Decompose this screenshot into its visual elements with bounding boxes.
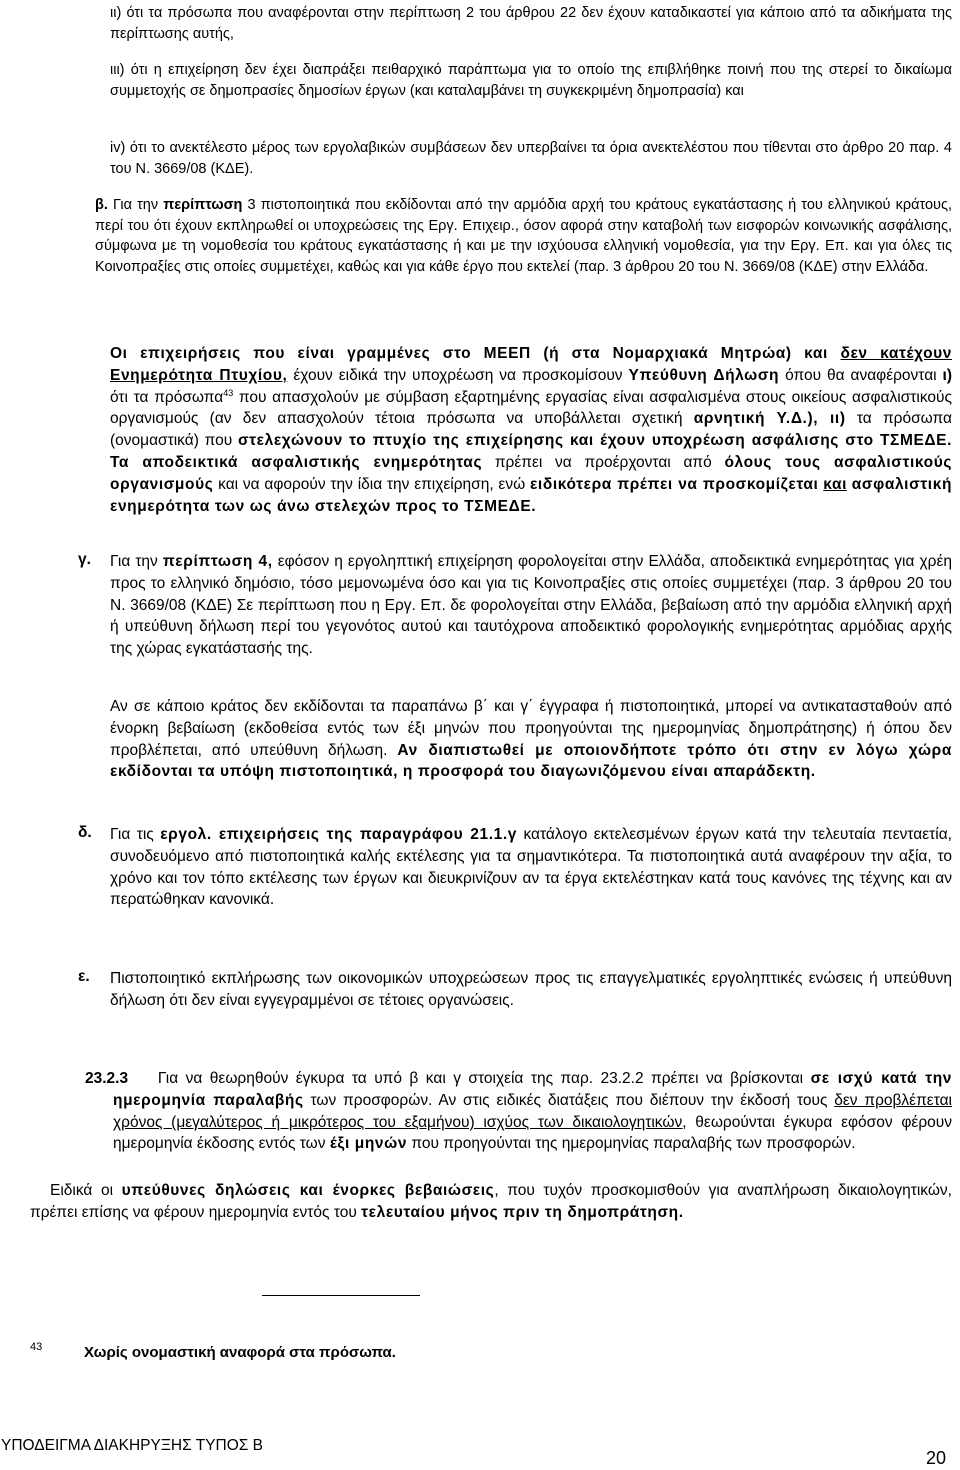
- special-a: Ειδικά οι: [50, 1182, 122, 1199]
- s2323-a: Για να θεωρηθούν έγκυρα τα υπό β και γ στοιχεία της παρ. 23.2.2 πρέπει να βρίσκονται: [157, 1070, 811, 1087]
- meep-b: δεν κατέχουν Ενημερότητα Πτυχίου,: [110, 345, 952, 384]
- paragraph-epsilon: [110, 968, 952, 1012]
- footnote-number: 43: [30, 1341, 43, 1353]
- page-number: 20: [926, 1448, 947, 1468]
- s2323-c: των προσφορών. Αν στις ειδικές διατάξεις που διέπουν την έκδοσή τους: [303, 1091, 835, 1109]
- item-iii: [110, 60, 952, 101]
- paragraph-beta: [95, 195, 952, 277]
- paragraph-special: [30, 1180, 952, 1224]
- delta-marker: δ.: [78, 824, 92, 841]
- item-ii-prefix: ιι): [110, 5, 122, 21]
- epsilon-text: Πιστοποιητικό εκπλήρωσης των οικονομικών υποχρεώσεων προς τις επαγγελματικές εργοληπτικές ενώσεις ή υπεύθυνη δήλωση ότι δεν είναι εγγεγραμμένοι σε τέτοιες οργανώσεις.: [110, 970, 952, 1009]
- meep-e: όπου θα αναφέρονται: [779, 366, 943, 384]
- item-ii: [110, 3, 952, 44]
- paragraph-meep: [110, 343, 952, 517]
- s2323-b: σε ισχύ κατά την ημερομηνία παραλαβής: [113, 1070, 952, 1109]
- delta-b: εργολ. επιχειρήσεις της παραγράφου 21.1.γ: [160, 826, 517, 843]
- special-b: υπεύθυνες δηλώσεις και ένορκες βεβαιώσεις: [121, 1182, 495, 1199]
- substitute-b: Αν διαπιστωθεί με οποιονδήποτε τρόπο ότι στην εν λόγω χώρα εκδίδονται τα υπόψη πιστοποιητικά, η προσφορά του διαγωνιζόμενου είναι απαράδεκτη.: [110, 741, 953, 781]
- meep-n: όλους τους ασφαλιστικούς οργανισμούς: [110, 453, 953, 493]
- beta-t1: Για την: [112, 197, 164, 213]
- meep-h: που απασχολούν με σύμβαση εξαρτημένης εργασίας είναι ασφαλισμένα στους οικείους ασφαλιστικούς οργανισμούς (αν δεν απασχολούν τέτοια πρόσωπα να υποβάλλεται σχετική: [110, 388, 952, 428]
- special-c: , που τυχόν προσκομισθούν για αναπλήρωση δικαιολογητικών, πρέπει επίσης να φέρουν ημερομηνία εντός του: [30, 1182, 952, 1221]
- special-d: τελευταίου μήνος πριν τη δημοπράτηση.: [361, 1203, 684, 1221]
- s2323-e: θεωρούνται έγκυρα εφόσον φέρουν ημερομηνία έκδοσης εντός των: [113, 1113, 953, 1153]
- gamma-marker: γ.: [78, 551, 91, 568]
- meep-a: Οι επιχειρήσεις που είναι γραμμένες στο ΜΕΕΠ (ή στα Νομαρχιακά Μητρώα) και: [110, 345, 841, 362]
- substitute-a: Αν σε κάποιο κράτος δεν εκδίδονται τα παραπάνω β΄ και γ΄ έγγραφα ή πιστοποιητικά, μπορεί να αντικατασταθούν από ένορκη βεβαίωση (εκδοθείσα εντός των έξι μηνών που προηγούνται της ημερομηνίας δημοπράτησης) ή όπου δεν προβλέπεται, από υπεύθυνη δήλωση.: [110, 698, 952, 759]
- footnote-ref-43: 43: [223, 387, 234, 398]
- beta-t3: 3 πιστοποιητικά που εκδίδονται από την αρμόδια αρχή του κράτους εγκατάστασης ή του ελληνικού κράτους, περί του ότι έχουν εκπληρωθεί οι υποχρεώσεις της Εργ. Επιχειρ., όσον αφορά στην καταβολή των εισφορών κοινωνικής ασφάλισης, σύμφωνα με τη νομοθεσία του κράτους εγκατάστασης ή και με την ισχύουσα ελληνική νομοθεσία, για την Εργ. Επ. και για όλες τις Κοινοπραξίες στις οποίες συμμετέχει, καθώς και για κάθε έργο που εκτελεί (παρ. 3 άρθρου 20 του Ν. 3669/08 (ΚΔΕ) στην Ελλάδα.: [95, 197, 952, 275]
- delta-a: Για τις: [110, 826, 161, 843]
- footnote-text: Χωρίς ονομαστική αναφορά στα πρόσωπα.: [84, 1344, 396, 1361]
- gamma-a: Για την: [110, 553, 163, 570]
- meep-j: τα πρόσωπα (ονομαστικά) που: [110, 410, 952, 450]
- meep-c: έχουν ειδικά την υποχρέωση να προσκομίσουν: [287, 366, 629, 384]
- epsilon-marker: ε.: [78, 968, 90, 985]
- meep-o: και να αφορούν την ίδια την επιχείρηση, ενώ: [213, 475, 530, 493]
- meep-g: ότι τα πρόσωπα: [110, 388, 224, 406]
- meep-p: ειδικότερα πρέπει να προσκομίζεται: [529, 475, 819, 493]
- item-iii-text: ότι η επιχείρηση δεν έχει διαπράξει πειθαρχικό παράπτωμα για το οποίο της επιβλήθηκε ποινή που της στερεί το δικαίωμα συμμετοχής σε δημοπρασίες δημοσίων έργων (και καταλαμβάνει τη συγκεκριμένη δημοπρασία) και: [110, 62, 952, 99]
- s2323-g: που προηγούνται της ημερομηνίας παραλαβής των προσφορών.: [407, 1135, 856, 1153]
- gamma-b: περίπτωση 4,: [162, 553, 273, 570]
- item-iv: [110, 138, 952, 179]
- meep-l: Τα αποδεικτικά ασφαλιστικής ενημερότητας: [110, 453, 483, 471]
- meep-f: ι): [942, 366, 953, 384]
- item-iv-text: ότι το ανεκτέλεστο μέρος των εργολαβικών συμβάσεων δεν υπερβαίνει τα όρια ανεκτελέστου που τίθενται στο άρθρο 20 παρ. 4 του Ν. 3669/08 (ΚΔΕ).: [110, 140, 952, 177]
- footer-title: ΥΠΟΔΕΙΓΜΑ ΔΙΑΚΗΡΥΞΗΣ ΤΥΠΟΣ Β: [1, 1437, 264, 1454]
- paragraph-gamma: [110, 551, 952, 660]
- footnote-separator: [262, 1295, 420, 1296]
- section-23-2-3: [85, 1068, 952, 1155]
- paragraph-substitute: [110, 696, 952, 783]
- meep-r: ασφαλιστική ενημερότητα των ως άνω στελεχών προς το ΤΣΜΕΔΕ.: [110, 475, 953, 515]
- item-ii-text: ότι τα πρόσωπα που αναφέρονται στην περίπτωση 2 του άρθρου 22 δεν έχουν καταδικαστεί για κάποιο από τα αδικήματα της περίπτωσης αυτής,: [110, 5, 952, 42]
- meep-i: αρνητική Υ.Δ.), ιι): [693, 410, 846, 428]
- item-iv-prefix: iv): [110, 140, 126, 156]
- meep-k: στελεχώνουν το πτυχίο της επιχείρησης και έχουν υποχρέωση ασφάλισης στο ΤΣΜΕΔΕ.: [237, 432, 952, 450]
- item-iii-prefix: ιιι): [110, 62, 125, 78]
- s2323-num: 23.2.3: [85, 1070, 129, 1087]
- paragraph-delta: [110, 824, 952, 911]
- beta-marker: β.: [95, 197, 108, 213]
- meep-m: πρέπει να προέρχονται από: [482, 453, 725, 471]
- meep-d: Υπεύθυνη Δήλωση: [628, 366, 780, 384]
- gamma-c: εφόσον η εργοληπτική επιχείρηση φορολογείται στην Ελλάδα, αποδεικτικά ενημερότητας για χρέη προς το ελληνικό δημόσιο, τόσο μεμονωμένα όσο και για τις Κοινοπραξίες στις οποίες συμμετέχει (παρ. 3 άρθρου 20 του Ν. 3669/08 (ΚΔΕ) Σε περίπτωση που η Εργ. Επ. δε φορολογείται στην Ελλάδα, βεβαίωση από την αρμόδια ελληνική αρχή ή υπεύθυνη δήλωση περί του γεγονότος αυτού και ταυτόχρονα αποδεικτικό φορολογικής ενημερότητας αρμόδιας αρχής της χώρας εγκατάστασής της.: [110, 553, 952, 658]
- s2323-d: δεν προβλέπεται χρόνος (μεγαλύτερος ή μικρότερος του εξαμήνου) ισχύος των δικαιολογητικών,: [113, 1091, 953, 1131]
- beta-t2: περίπτωση: [163, 197, 243, 213]
- delta-c: κατάλογο εκτελεσμένων έργων κατά την τελευταία πενταετία, συνοδευόμενο από πιστοποιητικά καλής εκτέλεσης για τα σημαντικότερα. Τα πιστοποιητικά αυτά αναφέρουν την αξία, το χρόνο και τον τόπο εκτέλεσης των έργων και διευκρινίζουν αν τα έργα εκτελέστηκαν κατά τους κανόνες της τέχνης και αν περατώθηκαν κανονικά.: [110, 826, 952, 909]
- meep-q: και: [823, 475, 848, 493]
- s2323-f: έξι μηνών: [329, 1135, 408, 1153]
